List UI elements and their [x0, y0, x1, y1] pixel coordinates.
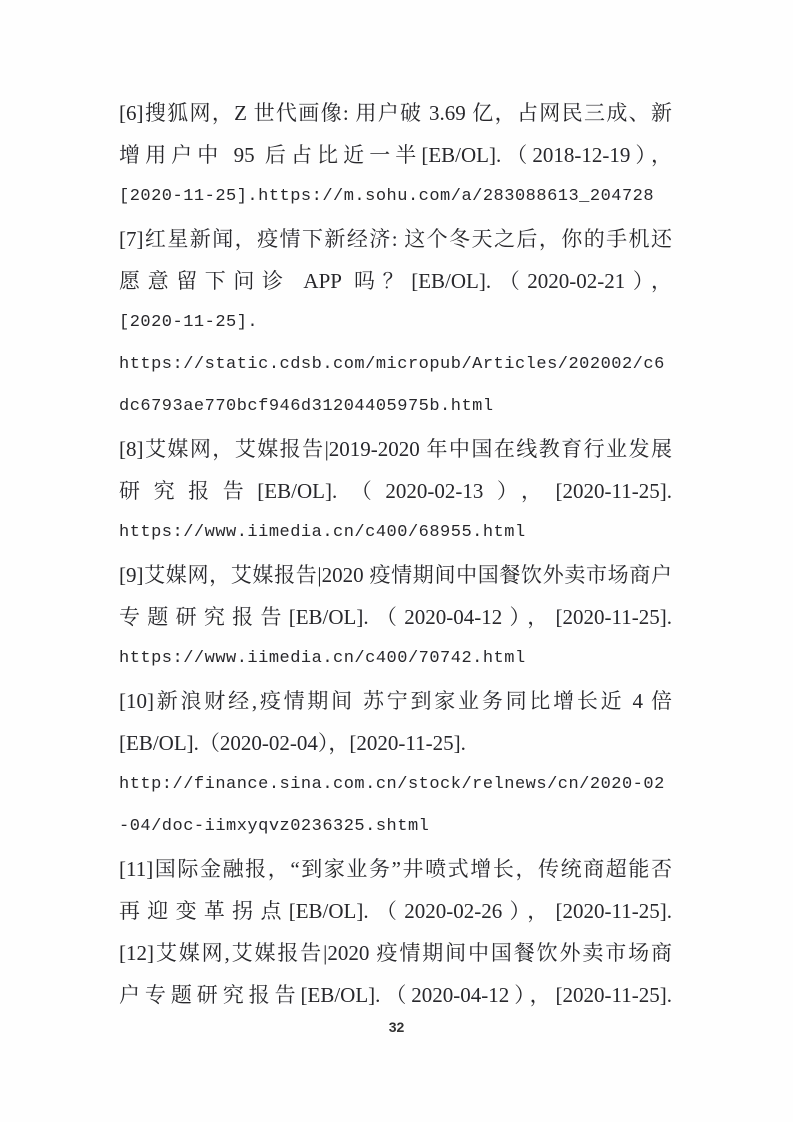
- reference-line: https://www.iimedia.cn/c400/70742.html: [119, 649, 526, 668]
- reference-line: 愿意留下问诊 APP 吗？[EB/OL].（2020-02-21），: [119, 269, 672, 293]
- reference-line: [8]艾媒网，艾媒报告|2019-2020 年中国在线教育行业发展: [119, 437, 672, 461]
- reference-line: dc6793ae770bcf946d31204405975b.html: [119, 397, 494, 416]
- reference-line: -04/doc-iimxyqvz0236325.shtml: [119, 817, 430, 836]
- page-number: 32: [388, 1019, 405, 1035]
- reference-line: [2020-11-25].https://m.sohu.com/a/283088613_204728: [119, 187, 655, 206]
- reference-line: [7]红星新闻，疫情下新经济: 这个冬天之后，你的手机还: [119, 227, 672, 251]
- reference-line: [9]艾媒网，艾媒报告|2020 疫情期间中国餐饮外卖市场商户: [119, 563, 672, 587]
- reference-line: 研究报告[EB/OL].（2020-02-13），[2020-11-25].: [119, 479, 672, 503]
- reference-line: 专题研究报告[EB/OL].（2020-04-12），[2020-11-25].: [119, 605, 672, 629]
- reference-line: 户专题研究报告[EB/OL].（2020-04-12），[2020-11-25].: [119, 983, 672, 1007]
- reference-line: http://finance.sina.com.cn/stock/relnews/cn/2020-02: [119, 775, 665, 794]
- reference-line: [12]艾媒网,艾媒报告|2020 疫情期间中国餐饮外卖市场商: [119, 941, 672, 965]
- reference-line: [10]新浪财经,疫情期间 苏宁到家业务同比增长近 4 倍: [119, 689, 672, 713]
- reference-line: https://www.iimedia.cn/c400/68955.html: [119, 523, 526, 542]
- reference-line: [6]搜狐网，Z 世代画像: 用户破 3.69 亿，占网民三成、新: [119, 101, 672, 125]
- reference-line: [11]国际金融报，“到家业务”井喷式增长，传统商超能否: [119, 857, 672, 881]
- reference-line: 再迎变革拐点[EB/OL].（2020-02-26），[2020-11-25].: [119, 899, 672, 923]
- reference-line: 增用户中 95 后占比近一半[EB/OL].（2018-12-19），: [119, 143, 672, 167]
- reference-line: [2020-11-25].: [119, 313, 259, 332]
- reference-line: https://static.cdsb.com/micropub/Articles/202002/c6: [119, 355, 665, 374]
- references-list: [119, 92, 672, 1016]
- reference-line: [EB/OL].（2020-02-04），[2020-11-25].: [119, 731, 466, 755]
